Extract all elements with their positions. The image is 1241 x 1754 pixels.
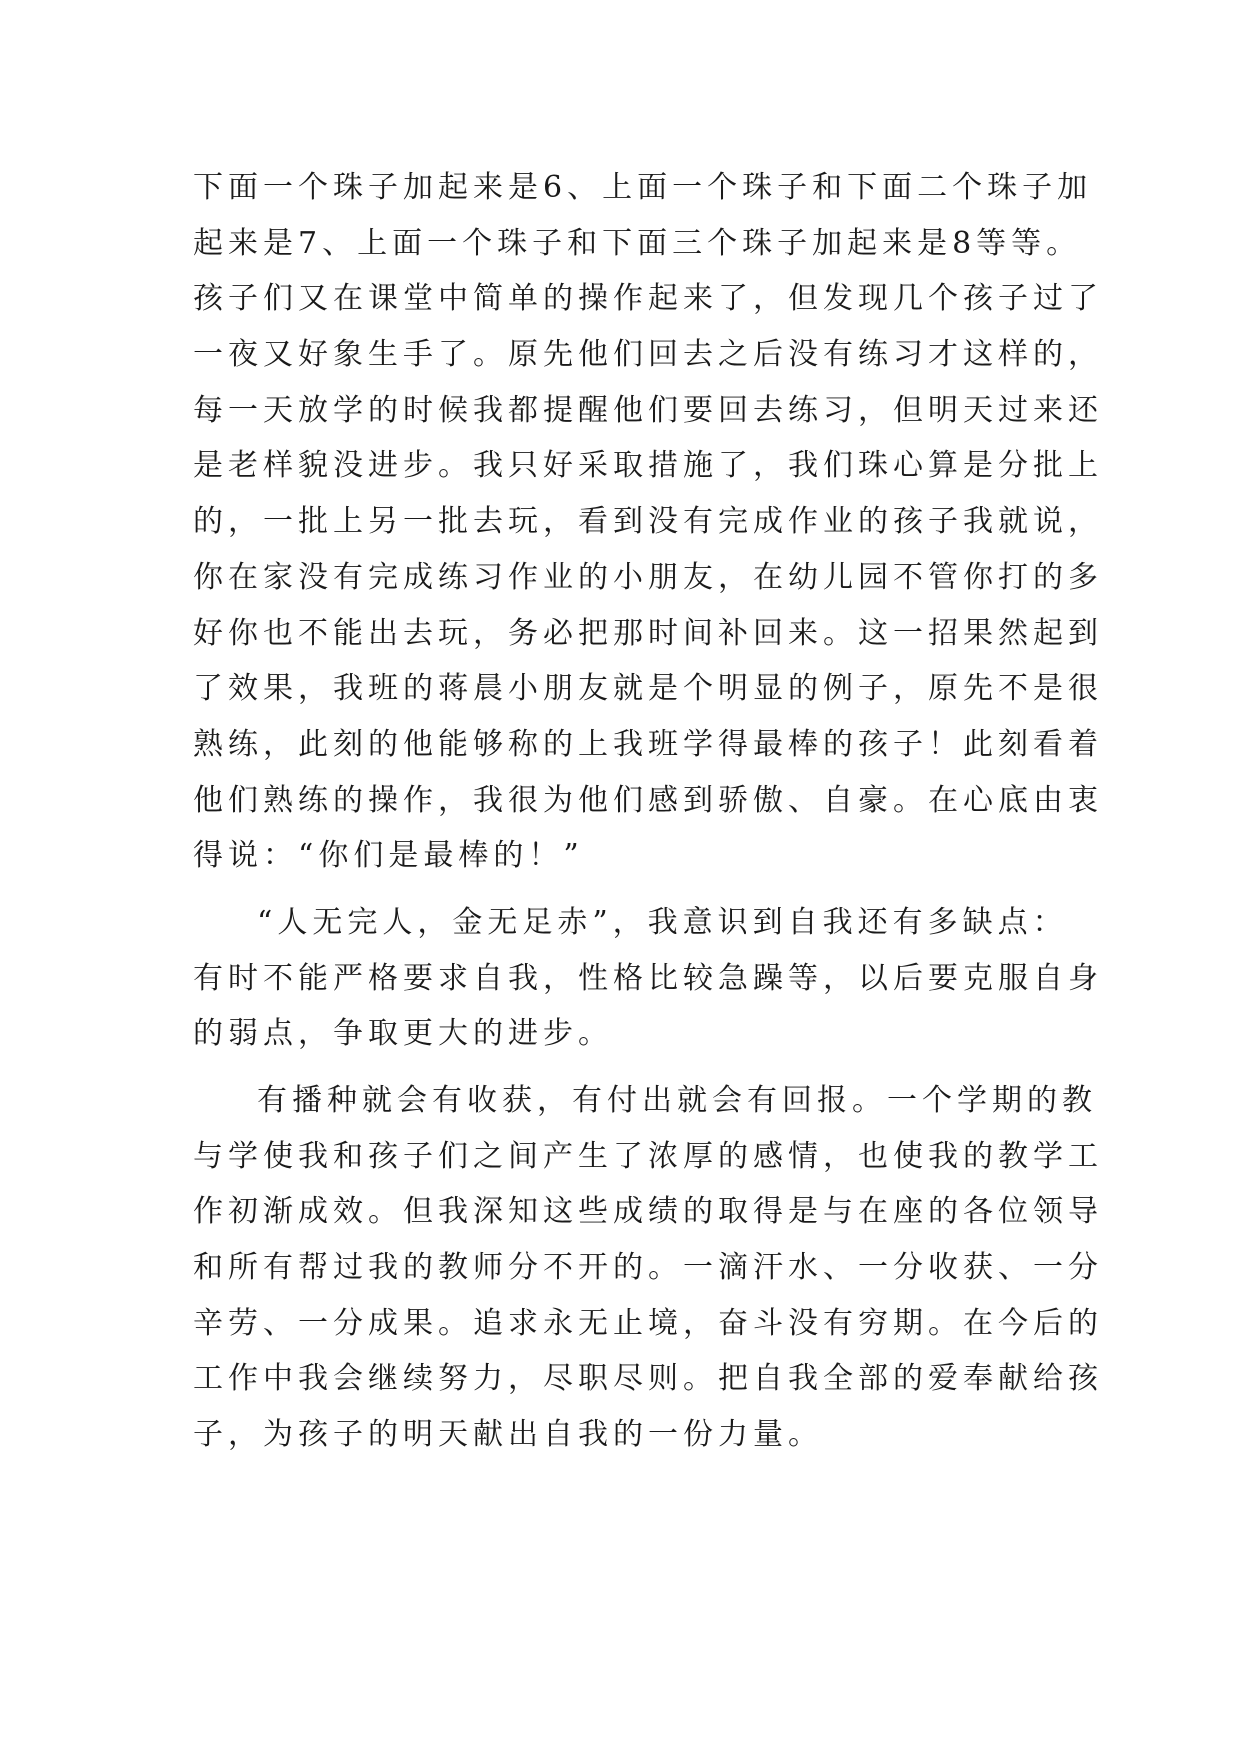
text-line: 的，一批上另一批去玩，看到没有完成作业的孩子我就说， bbox=[193, 504, 1103, 540]
text-line: 和所有帮过我的教师分不开的。一滴汗水、一分收获、一分 bbox=[193, 1250, 1103, 1286]
text-line: 有播种就会有收获，有付出就会有回报。一个学期的教 bbox=[257, 1083, 1097, 1118]
text-line: 是老样貌没进步。我只好采取措施了，我们珠心算是分批上 bbox=[193, 448, 1103, 484]
paragraph-3 bbox=[193, 1073, 1103, 1463]
text-line: 每一天放学的时候我都提醒他们要回去练习，但明天过来还 bbox=[193, 392, 1103, 428]
text-line: 好你也不能出去玩，务必把那时间补回来。这一招果然起到 bbox=[193, 615, 1103, 651]
text-line: 孩子们又在课堂中简单的操作起来了，但发现几个孩子过了 bbox=[193, 281, 1103, 317]
paragraph-1 bbox=[193, 160, 1103, 884]
paragraph-2 bbox=[193, 895, 1103, 1062]
text-line: 了效果，我班的蒋晨小朋友就是个明显的例子，原先不是很 bbox=[193, 671, 1103, 707]
text-line: 熟练，此刻的他能够称的上我班学得最棒的孩子！此刻看着 bbox=[193, 726, 1103, 762]
text-line: 与学使我和孩子们之间产生了浓厚的感情，也使我的教学工 bbox=[193, 1138, 1103, 1174]
text-line: “人无完人，金无足赤”，我意识到自我还有多缺点： bbox=[257, 904, 1068, 940]
text-line: 作初渐成效。但我深知这些成绩的取得是与在座的各位领导 bbox=[193, 1194, 1103, 1230]
paragraph-spacer bbox=[193, 884, 1053, 895]
text-line: 辛劳、一分成果。追求永无止境，奋斗没有穷期。在今后的 bbox=[193, 1305, 1103, 1341]
text-line: 起来是7、上面一个珠子和下面三个珠子加起来是8等等。 bbox=[193, 225, 1082, 261]
text-line: 工作中我会继续努力，尽职尽则。把自我全部的爱奉献给孩 bbox=[193, 1361, 1103, 1397]
text-line: 下面一个珠子加起来是6、上面一个珠子和下面二个珠子加 bbox=[193, 170, 1093, 205]
paragraph-spacer bbox=[193, 1062, 1053, 1073]
text-line: 他们熟练的操作，我很为他们感到骄傲、自豪。在心底由衷 bbox=[193, 782, 1103, 818]
text-line: 子，为孩子的明天献出自我的一份力量。 bbox=[193, 1417, 823, 1453]
text-line: 的弱点，争取更大的进步。 bbox=[193, 1016, 613, 1052]
text-line: 有时不能严格要求自我，性格比较急躁等，以后要克服自身 bbox=[193, 960, 1103, 996]
text-line: 你在家没有完成练习作业的小朋友，在幼儿园不管你打的多 bbox=[193, 559, 1103, 595]
document-body bbox=[193, 160, 1103, 1463]
text-line: 一夜又好象生手了。原先他们回去之后没有练习才这样的， bbox=[193, 337, 1103, 373]
text-line: 得说：“你们是最棒的！” bbox=[193, 838, 584, 874]
